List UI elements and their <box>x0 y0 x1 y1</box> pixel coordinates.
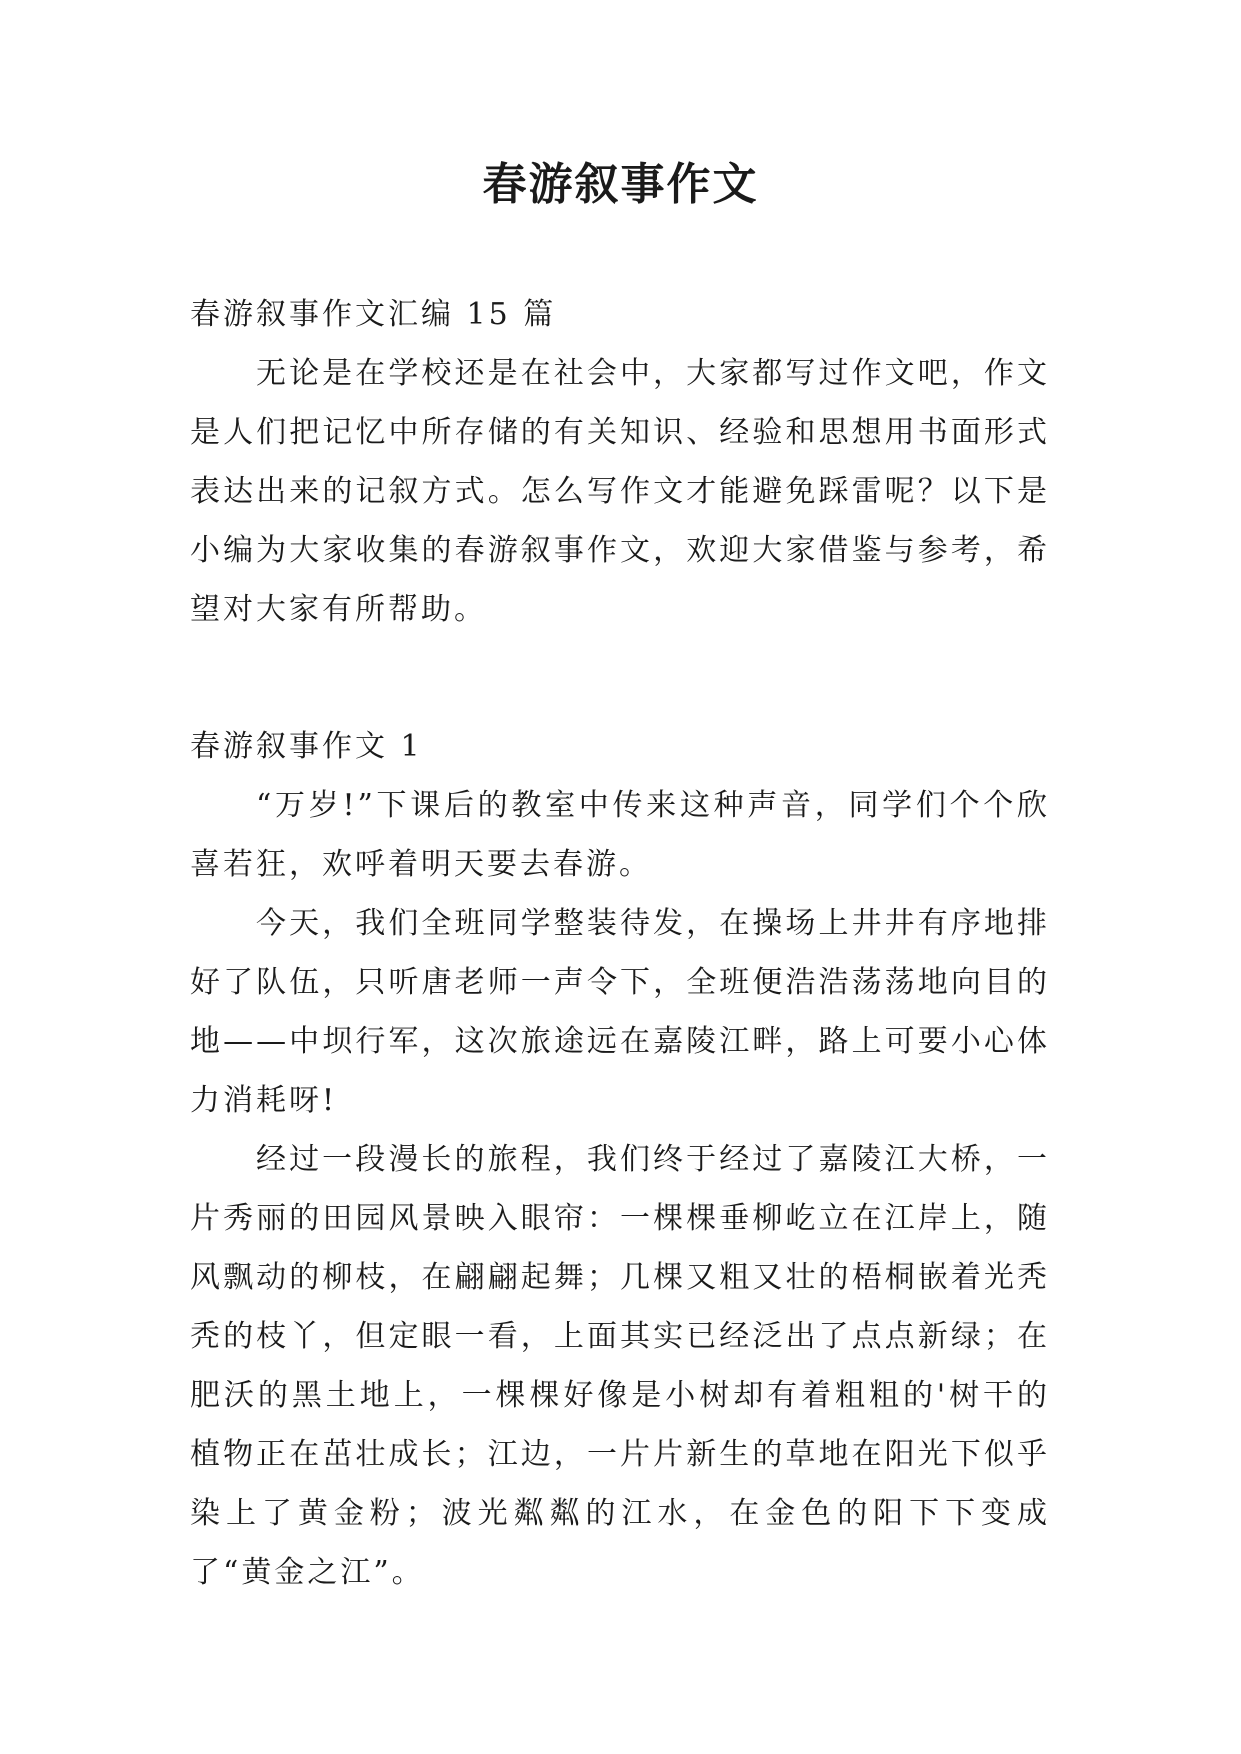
section-heading: 春游叙事作文 1 <box>190 729 423 764</box>
intro-paragraph: 无论是在学校还是在社会中，大家都写过作文吧，作文是人们把记忆中所存储的有关知识、经验和思想用书面形式表达出来的记叙方式。怎么写作文才能避免踩雷呢？以下是小编为大家收集的春游叙事作文，欢迎大家借鉴与参考，希望对大家有所帮助。 <box>190 356 1050 627</box>
document-subtitle: 春游叙事作文汇编 15 篇 <box>190 297 557 332</box>
body-paragraph: 经过一段漫长的旅程，我们终于经过了嘉陵江大桥，一片秀丽的田园风景映入眼帘：一棵棵垂柳屹立在江岸上，随风飘动的柳枝，在翩翩起舞；几棵又粗又壮的梧桐嵌着光秃秃的枝丫，但定眼一看，上面其实已经泛出了点点新绿；在肥沃的黑土地上，一棵棵好像是小树却有着粗粗的'树干的植物正在茁壮成长；江边，一片片新生的草地在阳光下似乎染上了黄金粉；波光粼粼的江水，在金色的阳下下变成了“黄金之江”。 <box>190 1142 1050 1590</box>
document-body <box>190 285 1050 1602</box>
body-paragraph: 今天，我们全班同学整装待发，在操场上井井有序地排好了队伍，只听唐老师一声令下，全班便浩浩荡荡地向目的地——中坝行军，这次旅途远在嘉陵江畔，路上可要小心体力消耗呀! <box>190 906 1050 1118</box>
document-title: 春游叙事作文 <box>482 159 759 210</box>
body-paragraph: “万岁!”下课后的教室中传来这种声音，同学们个个欣喜若狂，欢呼着明天要去春游。 <box>190 788 1050 882</box>
